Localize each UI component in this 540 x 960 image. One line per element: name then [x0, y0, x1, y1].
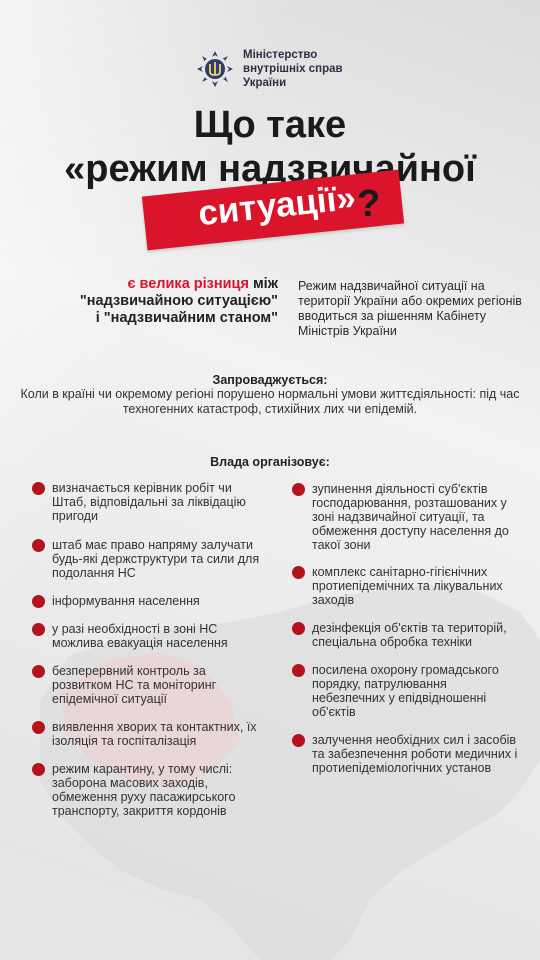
list-item [312, 565, 512, 607]
list-item [312, 621, 517, 649]
ministry-line: України [243, 77, 287, 89]
bullet-dot [292, 622, 305, 635]
list-item-text: режим карантину, у тому числі: заборона масових заходів, обмеження руху пасажирського транспорту, закриття кордонів [52, 762, 236, 818]
bullet-dot [292, 734, 305, 747]
title-line-2: «режим надзвичайної [64, 148, 476, 190]
list-item [52, 762, 262, 818]
list-item [312, 482, 522, 552]
trident-emblem-icon [195, 49, 235, 89]
bullet-dot [32, 482, 45, 495]
title-question-mark: ? [357, 183, 381, 225]
bullet-dot [32, 721, 45, 734]
ministry-header [195, 38, 343, 100]
list-item [312, 733, 522, 775]
ministry-name [243, 48, 343, 90]
list-item [312, 663, 512, 719]
bullet-dot [32, 595, 45, 608]
difference-rest: між [248, 276, 278, 292]
introduced-text: Коли в країні чи окремому регіоні порушено нормальні умови життєдіяльності: під час техногенних катастроф, стихійних лих чи епідемій. [20, 387, 520, 416]
list-item-text: інформування населення [52, 594, 200, 608]
list-item [52, 664, 262, 706]
list-item-text: штаб має право напряму залучати будь-які держструктури та сили для подолання НС [52, 538, 260, 580]
authority-heading: Влада організовує: [210, 455, 330, 469]
bullet-dot [292, 566, 305, 579]
list-item-text: дезінфекція об'єктів та територій, спеціальна обробка техніки [312, 621, 507, 649]
difference-accent: є велика різниця [127, 276, 249, 292]
bullet-dot [32, 539, 45, 552]
regime-description: Режим надзвичайної ситуації на території України або окремих регіонів вводиться за рішенням Кабінету Міністрів України [298, 279, 522, 338]
list-item-text: безперервний контроль за розвитком НС та моніторинг епідемічної ситуації [52, 664, 217, 706]
title-highlight-text: ситуації» [196, 177, 358, 234]
bullet-dot [32, 623, 45, 636]
bullet-dot [32, 665, 45, 678]
list-item [52, 594, 252, 608]
title-line-1: Що таке [193, 104, 347, 146]
list-item-text: виявлення хворих та контактних, їх ізоляція та госпіталізація [52, 720, 257, 748]
bullet-dot [32, 763, 45, 776]
list-item-text: залучення необхідних сил і засобів та забезпечення роботи медичних і протиепідеміологічних установ [312, 733, 518, 775]
list-item [52, 720, 262, 748]
difference-note [48, 276, 278, 327]
bullet-dot [292, 483, 305, 496]
list-item [52, 622, 252, 650]
difference-line-2: "надзвичайною ситуацією" [79, 293, 278, 309]
list-item [52, 538, 262, 580]
list-item-text: визначається керівник робіт чи Штаб, відповідальні за ліквідацію пригоди [52, 481, 246, 523]
introduced-heading: Запроваджується: [212, 373, 328, 387]
page-title [0, 103, 540, 191]
ministry-line: внутрішніх справ [243, 63, 343, 75]
list-item-text: комплекс санітарно-гігієнічних протиепідемічних та лікувальних заходів [312, 565, 503, 607]
list-item-text: зупинення діяльності суб'єктів господарювання, розташованих у зоні надзвичайної ситуації, та обмеження доступу населення до такої зони [312, 482, 509, 552]
list-item-text: у разі необхідності в зоні НС можлива евакуація населення [52, 622, 228, 650]
bullet-dot [292, 664, 305, 677]
list-item [52, 481, 252, 523]
difference-line-3: і "надзвичайним станом" [95, 310, 278, 326]
ministry-line: Міністерство [243, 49, 318, 61]
list-item-text: посилена охорону громадського порядку, патрулювання небезпечних у епідвідношенні об'єктів [312, 663, 499, 719]
